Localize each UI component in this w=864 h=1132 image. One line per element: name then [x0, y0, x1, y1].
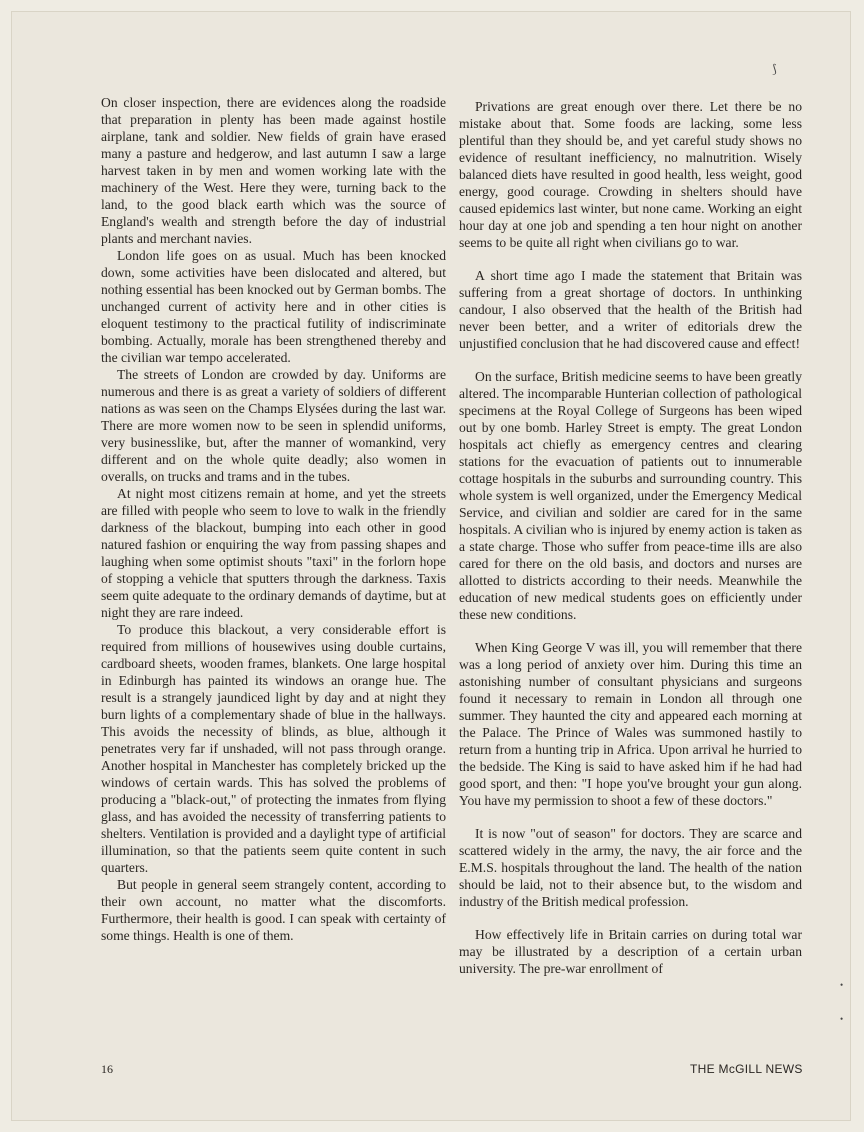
paragraph: London life goes on as usual. Much has been knocked down, some activities have been dislocated and altered, but nothing essential has been knocked out by German bombs. The unchanged current of activity here and in other cities is eloquent testimony to the practical futility of indiscriminate bombing. Actually, morale has been strengthened thereby and the civilian war tempo accelerated. — [101, 248, 446, 365]
page-number: 16 — [101, 1062, 113, 1076]
paragraph: But people in general seem strangely content, according to their own account, no matter what the discomforts. Furthermore, their health is good. I can speak with certainty of some things. Health is one of them. — [101, 877, 446, 943]
paragraph: How effectively life in Britain carries on during total war may be illustrated by a description of a certain urban university. The pre-war enrollment of — [459, 927, 802, 976]
paragraph: At night most citizens remain at home, and yet the streets are filled with people who seem to love to walk in the friendly darkness of the blackout, bumping into each other in good natured fashion or enquiring the way from passing shapes and laughing when some optimist shouts "taxi" in the forlorn hope of stopping a vehicle that sputters through the darkness. Taxis seem quite adequate to the ordinary demands of daytime, but at night they are rare indeed. — [101, 486, 446, 620]
paragraph: It is now "out of season" for doctors. They are scarce and scattered widely in the army, the navy, the air force and the E.M.S. hospitals throughout the land. The health of the nation should be laid, not to their absence but, to the wisdom and industry of the British medical profession. — [459, 826, 802, 909]
bullet-mark-icon: • — [840, 980, 844, 990]
magazine-page — [12, 12, 850, 1120]
paragraph: A short time ago I made the statement that Britain was suffering from a great shortage of doctors. In unthinking candour, I also observed that the health of the British had never been better, and a writer of editorials drew the unjustified conclusion that he had discovered cause and effect! — [459, 268, 802, 351]
paragraph: On closer inspection, there are evidences along the roadside that preparation in plenty has been made against hostile airplane, tank and soldier. New fields of grain have erased many a pasture and hedgerow, and last autumn I saw a large harvest taken in by men and women working late with the machinery of the West. Here they were, turning back to the land, to the good black earth which was the source of England's wealth and strength before the day of industrial plants and merchant navies. — [101, 95, 446, 246]
right-column — [459, 98, 802, 993]
paragraph: When King George V was ill, you will remember that there was a long period of anxiety over him. During this time an astonishing number of consultant physicians and surgeons found it necessary to remain in London all through one summer. They haunted the city and appeared each morning at the Palace. The Prince of Wales was summoned hastily to return from a hunting trip in Africa. Upon arrival he hurried to the bedside. The King is said to have asked him if he had had good sport, and then: "I hope you've brought your gun along. You have my permission to shoot a few of these doctors." — [459, 640, 802, 808]
paragraph: On the surface, British medicine seems to have been greatly altered. The incomparable Hunterian collection of pathological specimens at the Royal College of Surgeons has been wiped out by one bomb. Harley Street is empty. The great London hospitals act chiefly as emergency centres and clearing stations for the evacuation of patients out to innumerable cottage hospitals in the suburbs and surrounding country. This whole system is well organized, under the Emergency Medical Service, and civilian and soldier are cared for in the same hospitals. A civilian who is injured by enemy action is taken as a state charge. Those who suffer from peace-time ills are also cared for there on the old basis, and doctors and nurses are allotted to districts according to their needs. Meanwhile the education of new medical students goes on efficiently under these new conditions. — [459, 369, 802, 622]
paragraph: To produce this blackout, a very considerable effort is required from millions of housewives using double curtains, cardboard sheets, wooden frames, blankets. One large hospital in Edinburgh has painted its windows an orange hue. The result is a strangely jaundiced light by day and at night they burn lights of a complementary shade of blue in the hallways. This avoids the necessity of blinds, as blue, although it penetrates very far if unshaded, will not pass through orange. Another hospital in Manchester has completely bricked up the windows of certain wards. This has solved the problems of producing a "black-out," of protecting the inmates from flying glass, and has avoided the necessity of transferring patients to shelters. Ventilation is provided and a daylight type of artificial illumination, so that the patients seem quite content in such quarters. — [101, 622, 446, 875]
paragraph: The streets of London are crowded by day. Uniforms are numerous and there is as great a variety of soldiers of different nations as was seen on the Champs Elysées during the last war. There are more women now to be seen in splendid uniforms, very businesslike, but, after the manner of womankind, very different and on the whole quite deadly; also women in overalls, on trucks and trams and in the tubes. — [101, 367, 446, 484]
bullet-mark-icon: • — [840, 1014, 844, 1024]
left-column — [101, 94, 446, 944]
paragraph: Privations are great enough over there. Let there be no mistake about that. Some foods are lacking, some less plentiful than they should be, and yet careful study shows no evidence of resultant inefficiency, no malnutrition. Wisely balanced diets have resulted in good health, less weight, good energy, good courage. Crowding in shelters should have caused epidemics last winter, but none came. Working an eight hour day at one job and spending a ten hour night on another seems to be quite all right when civilians go to war. — [459, 99, 802, 250]
magazine-title: THE McGILL NEWS — [690, 1062, 803, 1076]
pencil-mark-icon: ⟆ — [772, 62, 777, 76]
